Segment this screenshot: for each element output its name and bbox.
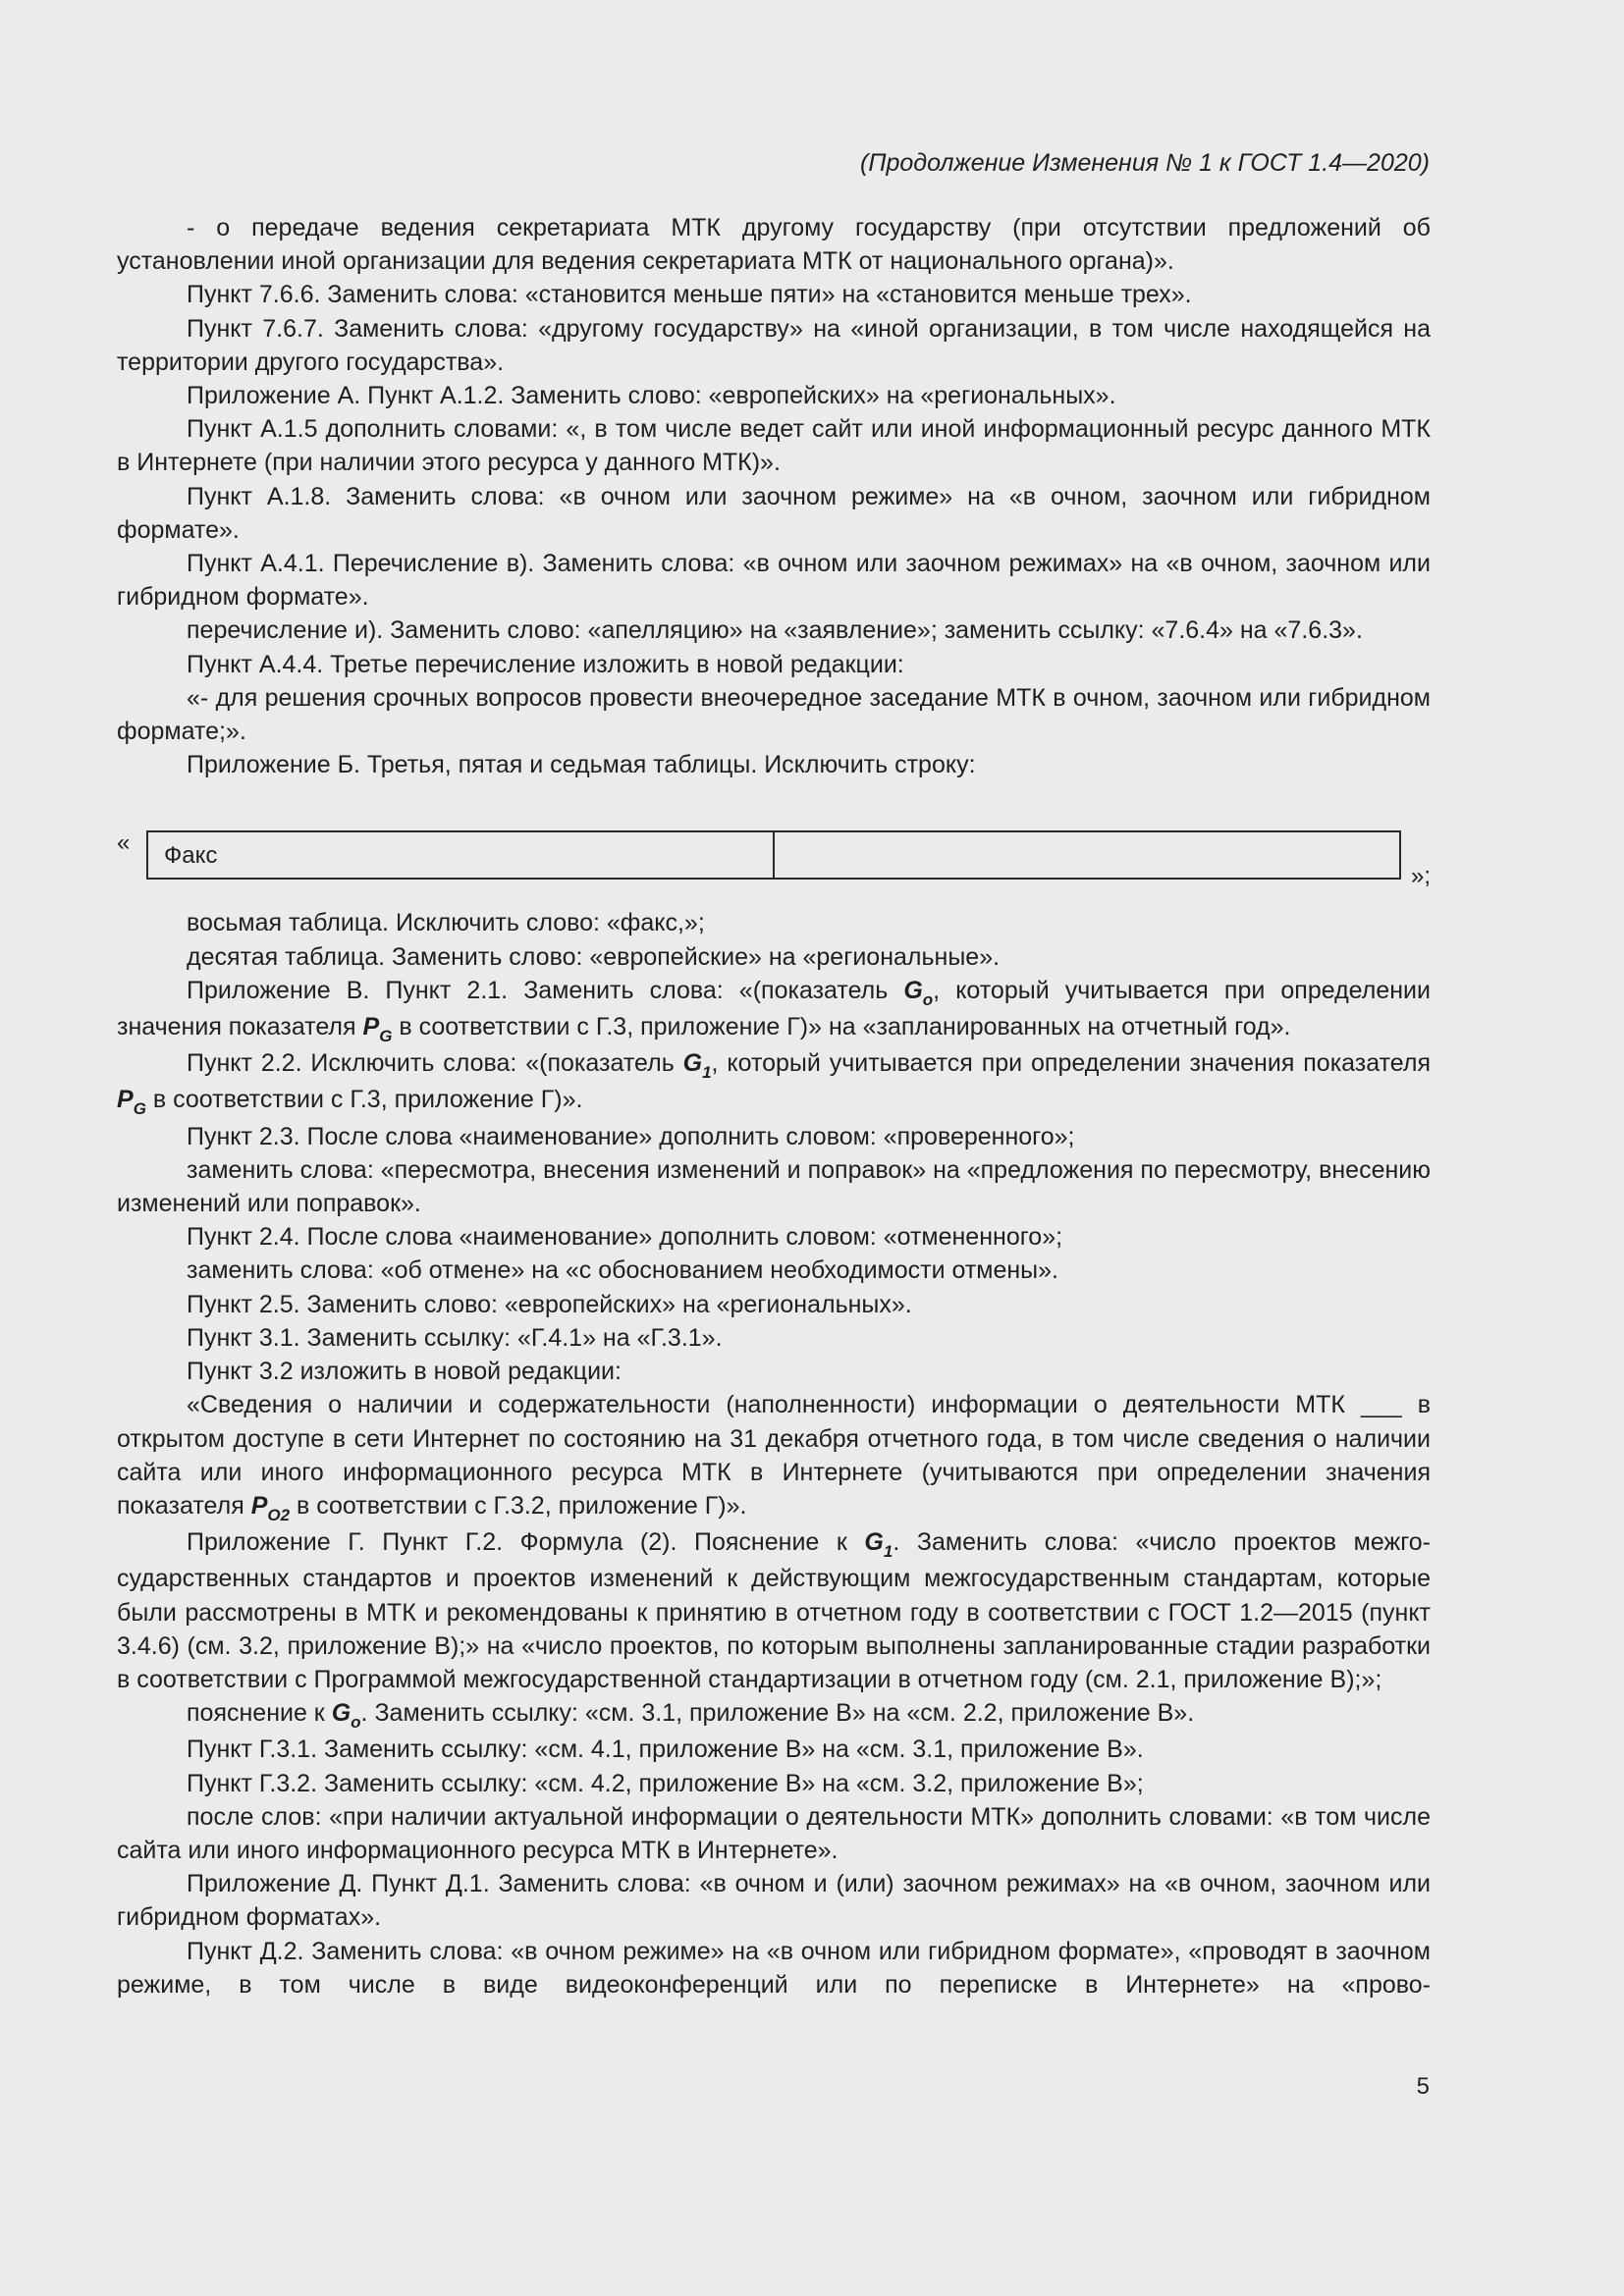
- quote-close: »;: [1410, 863, 1431, 890]
- text-run: . Заменить ссылку: «см. 3.1, приложение В» на «см. 2.2, приложение В».: [360, 1699, 1195, 1728]
- excluded-row-table: [146, 830, 1401, 880]
- paragraph: [117, 1388, 1431, 1525]
- text-run: , который учитывается при определении значения показателя: [711, 1049, 1431, 1078]
- symbol-subscript: o: [922, 989, 934, 1009]
- symbol-G: G: [903, 976, 923, 1004]
- paragraph: [117, 974, 1431, 1046]
- text-run: «Сведения о наличии и содержательности (наполненности) информации о деятельности МТК ___ в открытом доступе в сети Интернет по состоянию на 31 декабря отчетного года, в том числе сведения о наличии сайта или иного информационного ресурса МТК в Интернете (учитываются при определении значения показателя: [117, 1391, 1431, 1520]
- paragraph: «- для решения срочных вопросов провести внеочередное заседание МТК в очном, заочном или гибридном формате;».: [117, 683, 1431, 746]
- text-run: пояснение к: [187, 1699, 332, 1728]
- page-number: 5: [1416, 2073, 1430, 2100]
- quote-open: «: [117, 829, 131, 857]
- paragraph: [117, 1696, 1431, 1733]
- paragraph: Пункт А.4.4. Третье перечисление изложить в новой редакции:: [187, 650, 904, 678]
- paragraph: Пункт 2.5. Заменить слово: «европейских» на «региональных».: [187, 1290, 912, 1318]
- symbol-G: G: [331, 1699, 352, 1728]
- paragraph: Пункт 2.3. После слова «наименование» дополнить словом: «проверенного»;: [187, 1122, 1075, 1150]
- symbol-G: G: [682, 1049, 703, 1078]
- text-run: в соответствии с Г.3.2, приложение Г)».: [290, 1491, 747, 1520]
- text-run: , который учитывается при определении значения показателя: [117, 976, 1431, 1041]
- symbol-P: P: [362, 1013, 380, 1041]
- paragraph: Пункт 2.4. После слова «наименование» дополнить словом: «отмененного»;: [187, 1223, 1063, 1252]
- paragraph: Пункт 3.2 изложить в новой редакции:: [187, 1358, 622, 1386]
- paragraph: [117, 1525, 1431, 1696]
- text-run: . Заменить слова: «число проектов межгосударственных стандартов и проектов изменений к действующим межгосударственным стандартам, которые были рассмотрены в МТК и рекомендованы к принятию в отчетном году в соответствии с ГОСТ 1.2—2015 (пункт 3.4.6) (см. 3.2, приложение В);» на «число проектов, по которым выполнены запланированные стадии разработки в соответствии с Программой межгосударственной стандартизации в отчетном году (см. 2.1, приложение В);»;: [117, 1528, 1431, 1693]
- text-run: в соответствии с Г.3, приложение Г)».: [145, 1086, 583, 1114]
- paragraph: десятая таблица. Заменить слово: «европейские» на «региональные».: [187, 942, 1001, 971]
- paragraph: перечисление и). Заменить слово: «апелляцию» на «заявление»; заменить ссылку: «7.6.4» на «7.6.3».: [187, 616, 1363, 645]
- paragraph: Пункт А.4.1. Перечисление в). Заменить слова: «в очном или заочном режимах» на «в очном, заочном или гибридном формате».: [117, 550, 1431, 612]
- table-cell-empty: [775, 832, 1399, 878]
- paragraph: заменить слова: «пересмотра, внесения изменений и поправок» на «предложения по пересмотру, внесению изменений или поправок».: [117, 1155, 1431, 1218]
- paragraph: Пункт А.1.5 дополнить словами: «, в том числе ведет сайт или иной информационный ресурс данного МТК в Интернете (при наличии этого ресурса у данного МТК)».: [117, 415, 1431, 477]
- excluded-row-table-block: [117, 781, 1431, 906]
- running-header: (Продолжение Изменения № 1 к ГОСТ 1.4—2020): [860, 149, 1430, 177]
- symbol-P: P: [117, 1086, 134, 1114]
- text-run: Пункт 2.2. Исключить слова: «(показатель: [187, 1049, 683, 1078]
- paragraph: восьмая таблица. Исключить слово: «факс,»;: [187, 909, 705, 937]
- text-run: Приложение Г. Пункт Г.2. Формула (2). Пояснение к: [187, 1528, 865, 1557]
- paragraph: после слов: «при наличии актуальной информации о деятельности МТК» дополнить словами: «в том числе сайта или иного информационного ресурса МТК в Интернете».: [117, 1802, 1431, 1864]
- text-run: Приложение В. Пункт 2.1. Заменить слова: «(показатель: [187, 976, 904, 1004]
- text-run: в соответствии с Г.3, приложение Г)» на «запланированных на отчетный год».: [392, 1013, 1291, 1041]
- paragraph: [117, 1046, 1431, 1119]
- paragraph: Приложение А. Пункт А.1.2. Заменить слово: «европейских» на «региональных».: [187, 382, 1116, 410]
- symbol-G: G: [864, 1528, 884, 1557]
- document-body: [117, 211, 1431, 2002]
- paragraph: Пункт Г.3.2. Заменить ссылку: «см. 4.2, приложение В» на «см. 3.2, приложение В»;: [187, 1769, 1144, 1797]
- symbol-subscript: o: [351, 1713, 361, 1733]
- table-cell-fax: Факс: [148, 832, 775, 878]
- symbol-subscript: 1: [883, 1542, 893, 1562]
- paragraph: Пункт 7.6.6. Заменить слова: «становится меньше пяти» на «становится меньше трех».: [187, 281, 1192, 309]
- paragraph: - о передаче ведения секретариата МТК другому государству (при отсутствии предложений об установлении иной организации для ведения секретариата МТК от национального органа)».: [117, 214, 1431, 276]
- paragraph: Пункт 3.1. Заменить ссылку: «Г.4.1» на «Г.3.1».: [187, 1323, 723, 1352]
- symbol-subscript: G: [379, 1027, 393, 1046]
- paragraph: Пункт 7.6.7. Заменить слова: «другому государству» на «иной организации, в том числе находящейся на территории другого государства».: [117, 314, 1431, 376]
- symbol-P: P: [250, 1491, 268, 1520]
- paragraph: заменить слова: «об отмене» на «с обоснованием необходимости отмены».: [187, 1256, 1059, 1285]
- paragraph: Приложение Б. Третья, пятая и седьмая таблицы. Исключить строку:: [187, 751, 976, 779]
- symbol-subscript: 1: [702, 1063, 712, 1083]
- symbol-subscript: O2: [267, 1505, 291, 1524]
- paragraph: Пункт Д.2. Заменить слова: «в очном режиме» на «в очном или гибридном формате», «проводят в заочном режиме, в том числе в виде видеоконференций или по переписке в Интернете» на «прово-: [117, 1937, 1431, 1999]
- paragraph: Пункт А.1.8. Заменить слова: «в очном или заочном режиме» на «в очном, заочном или гибридном формате».: [117, 482, 1431, 544]
- paragraph: Приложение Д. Пункт Д.1. Заменить слова: «в очном и (или) заочном режимах» на «в очном, заочном или гибридном форматах».: [117, 1870, 1431, 1932]
- symbol-subscript: G: [133, 1099, 146, 1119]
- paragraph: Пункт Г.3.1. Заменить ссылку: «см. 4.1, приложение В» на «см. 3.1, приложение В».: [187, 1735, 1144, 1764]
